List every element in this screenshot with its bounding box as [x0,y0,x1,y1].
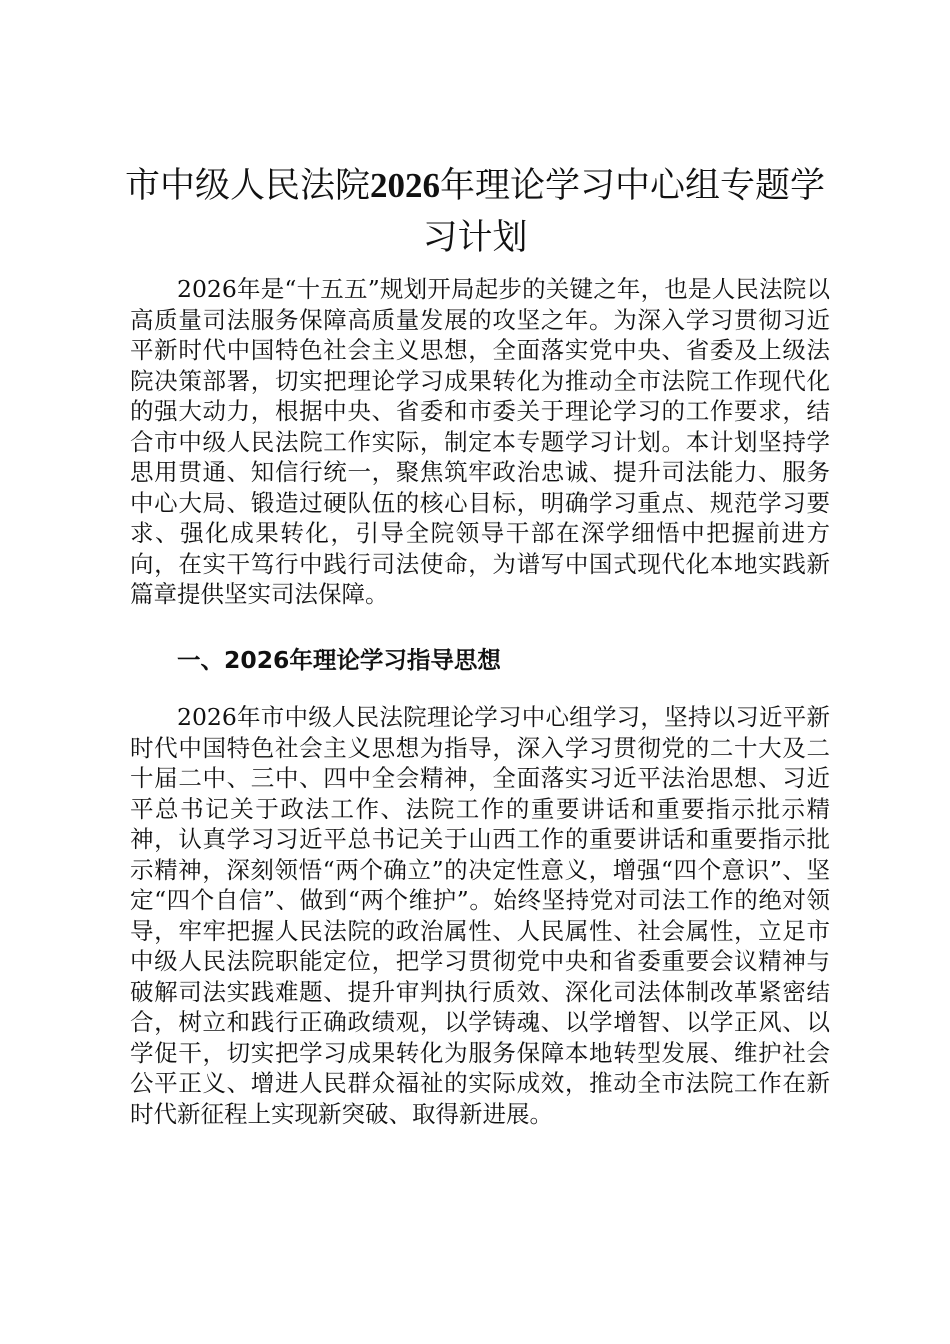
title-year: 2026 [370,166,440,205]
document-title [120,160,830,264]
title-part-1: 市中级人民法院 [124,166,370,206]
section-heading: 一、2026年理论学习指导思想 [177,646,501,674]
intro-paragraph: 2026年是“十五五”规划开局起步的关键之年，也是人民法院以高质量司法服务保障高质量发展的攻坚之年。为深入学习贯彻习近平新时代中国特色社会主义思想，全面落实党中央、省委及上级法院决策部署，切实把理论学习成果转化为推动全市法院工作现代化的强大动力，根据中央、省委和市委关于理论学习的工作要求，结合市中级人民法院工作实际，制定本专题学习计划。本计划坚持学思用贯通、知信行统一，聚焦筑牢政治忠诚、提升司法能力、服务中心大局、锻造过硬队伍的核心目标，明确学习重点、规范学习要求、强化成果转化，引导全院领导干部在深学细悟中把握前进方向，在实干笃行中践行司法使命，为谱写中国式现代化本地实践新篇章提供坚实司法保障。 [130,275,830,608]
title-part-2: 年理论学习中心组专题学习计划 [422,166,826,258]
guiding-thought-paragraph: 2026年市中级人民法院理论学习中心组学习，坚持以习近平新时代中国特色社会主义思想为指导，深入学习贯彻党的二十大及二十届二中、三中、四中全会精神，全面落实习近平法治思想、习近平总书记关于政法工作、法院工作的重要讲话和重要指示批示精神，认真学习习近平总书记关于山西工作的重要讲话和重要指示批示精神，深刻领悟“两个确立”的决定性意义，增强“四个意识”、坚定“四个自信”、做到“两个维护”。始终坚持党对司法工作的绝对领导，牢牢把握人民法院的政治属性、人民属性、社会属性，立足市中级人民法院职能定位，把学习贯彻党中央和省委重要会议精神与破解司法实践难题、提升审判执行质效、深化司法体制改革紧密结合，树立和践行正确政绩观，以学铸魂、以学增智、以学正风、以学促干，切实把学习成果转化为服务保障本地转型发展、维护社会公平正义、增进人民群众福祉的实际成效，推动全市法院工作在新时代新征程上实现新突破、取得新进展。 [130,703,830,1128]
